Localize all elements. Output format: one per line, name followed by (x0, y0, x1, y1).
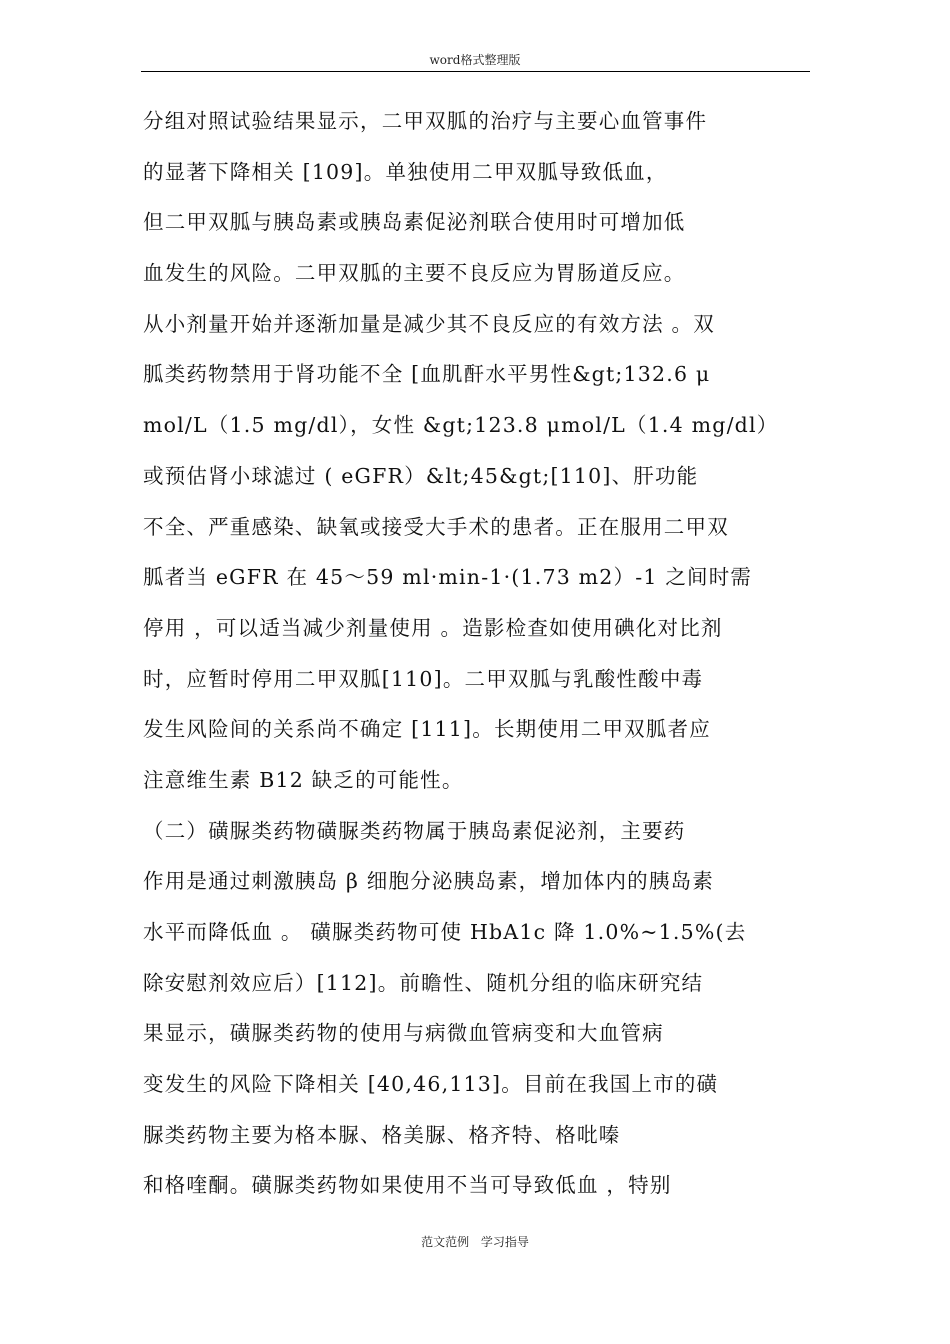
section-heading-line: （二）磺脲类药物磺脲类药物属于胰岛素促泌剂，主要药 (143, 818, 686, 843)
text-line: 除安慰剂效应后）[112]。前瞻性、随机分组的临床研究结 (143, 970, 704, 995)
text-line: 分组对照试验结果显示，二甲双胍的治疗与主要心血管事件 (143, 109, 708, 133)
text-line: 时，应暂时停用二甲双胍[110]。二甲双胍与乳酸性酸中毒 (143, 666, 704, 691)
text-line: 果显示，磺脲类药物的使用与病微血管病变和大血管病 (143, 1021, 664, 1046)
text-line: 脲类药物主要为格本脲、格美脲、格齐特、格吡嗪 (143, 1122, 621, 1147)
text-line: mol/L（1.5 mg/dl），女性 &gt;123.8 μmol/L（1.4 mg/dl） (143, 413, 779, 438)
text-line: 变发生的风险下降相关 [40,46,113]。目前在我国上市的磺 (143, 1072, 719, 1097)
text-line: 胍者当 eGFR 在 45～59 ml·min-1·(1.73 m2）-1 之间时需 (143, 565, 753, 590)
text-line: 停用 ，可以适当减少剂量使用 。造影检查如使用碘化对比剂 (143, 615, 723, 640)
text-line: 和格喹酮。磺脲类药物如果使用不当可导致低血 ，特别 (143, 1173, 672, 1198)
page-header: word格式整理版 (429, 53, 521, 67)
header-divider (141, 71, 810, 72)
text-line: 或预估肾小球滤过 ( eGFR）&lt;45&gt;[110]、肝功能 (143, 463, 699, 488)
text-line: 但二甲双胍与胰岛素或胰岛素促泌剂联合使用时可增加低 (143, 210, 686, 235)
text-line: 水平而降低血 。 磺脲类药物可使 HbA1c 降 1.0%~1.5%(去 (143, 920, 747, 944)
text-line: 胍类药物禁用于肾功能不全 [血肌酐水平男性&gt;132.6 μ (143, 362, 711, 387)
text-line: 从小剂量开始并逐渐加量是减少其不良反应的有效方法 。双 (143, 311, 715, 336)
page-footer: 范文范例 学习指导 (421, 1235, 529, 1249)
text-line: 的显著下降相关 [109]。单独使用二甲双胍导致低血， (143, 159, 668, 184)
text-line: 不全、严重感染、缺氧或接受大手术的患者。正在服用二甲双 (143, 514, 729, 539)
text-line: 作用是通过刺激胰岛 β 细胞分泌胰岛素，增加体内的胰岛素 (143, 869, 714, 894)
document-body (143, 96, 823, 1211)
text-line: 血发生的风险。二甲双胍的主要不良反应为胃肠道反应。 (143, 261, 686, 286)
text-line: 注意维生素 B12 缺乏的可能性。 (143, 767, 464, 792)
text-line: 发生风险间的关系尚不确定 [111]。长期使用二甲双胍者应 (143, 717, 711, 742)
